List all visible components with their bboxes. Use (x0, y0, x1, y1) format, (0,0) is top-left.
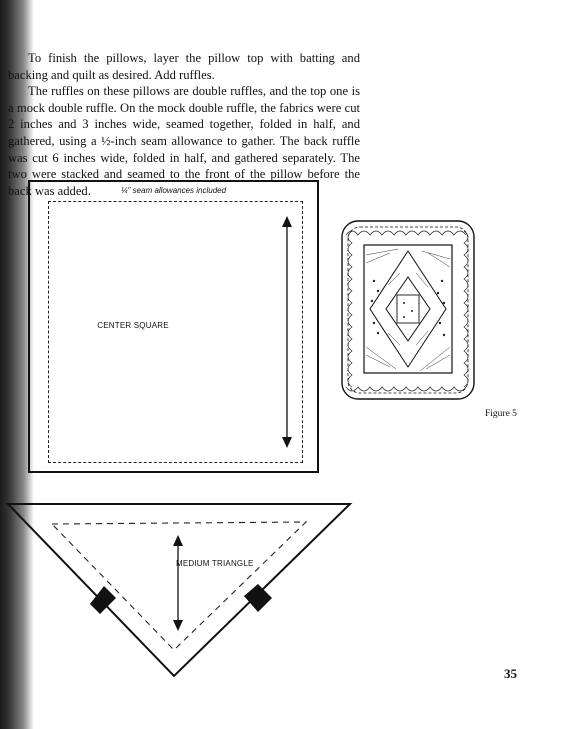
grain-arrow-triangle (171, 535, 185, 631)
grain-arrow-square (280, 216, 294, 448)
center-square-seam-line (48, 201, 303, 463)
medium-triangle-label: MEDIUM TRIANGLE (176, 559, 254, 568)
pillow-illustration (338, 215, 478, 405)
paragraph-ruffles: The ruffles on these pillows are double ruffles, and the top one is a mock double ruffle. On the mock double ruffle, the fabrics were cut 2 inches and 3 inches wide, seamed together, folded in half, and gathered, using a ½-inch seam allowance to gather. The back ruffle was cut 6 inches wide, folded in half, and gathered separately. The two were stacked and seamed to the front of the pillow before the back was added. (8, 84, 360, 198)
paragraph-finish-pillows: To finish the pillows, layer the pillow top with batting and backing and quilt as desired. Add ruffles. (8, 51, 360, 82)
body-text (8, 50, 360, 199)
notch-right (244, 584, 272, 612)
center-square-label: CENTER SQUARE (97, 321, 169, 330)
page-number: 35 (504, 666, 517, 681)
figure-caption: Figure 5 (485, 409, 517, 419)
notch-left (90, 586, 116, 614)
seam-allowance-note: ¼" seam allowances included (120, 186, 227, 195)
